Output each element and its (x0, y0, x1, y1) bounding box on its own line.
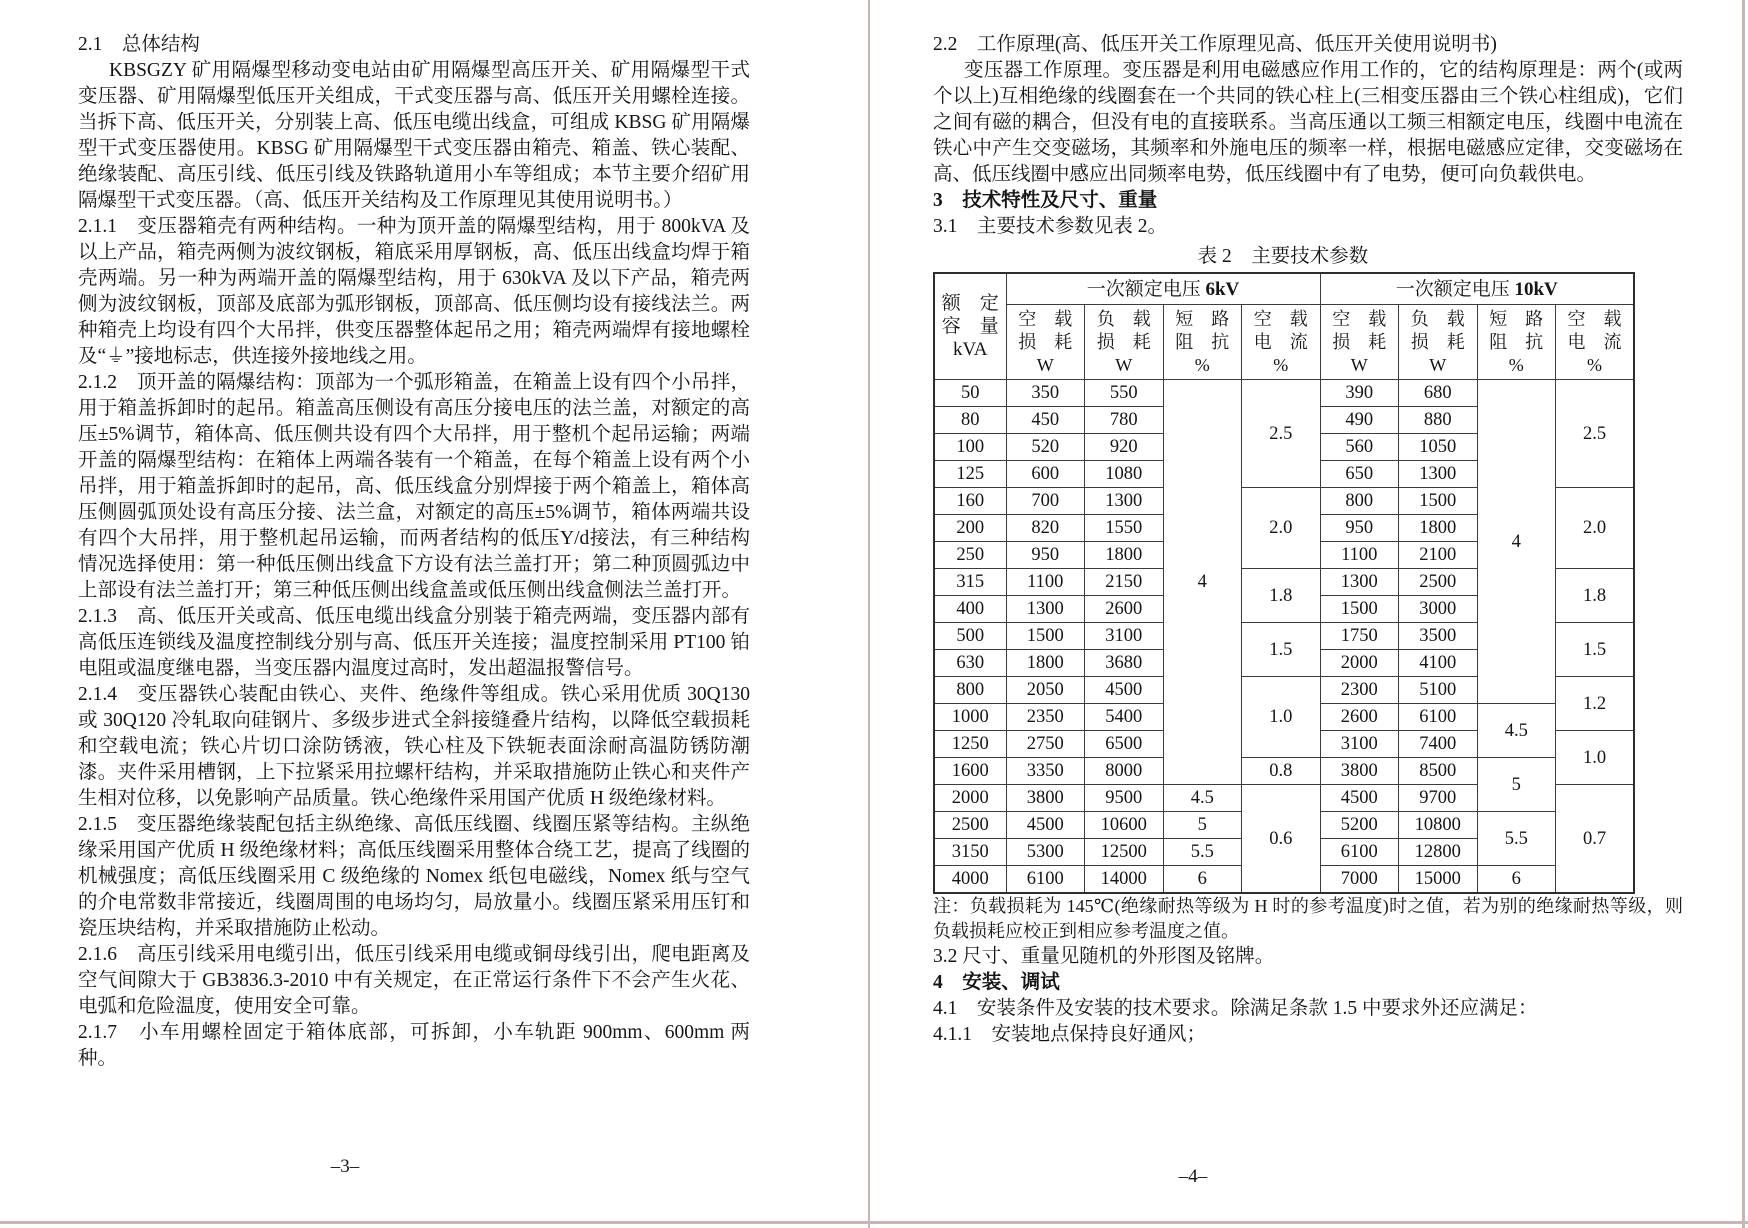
load-loss-10kv-cell: 4100 (1399, 650, 1478, 677)
no-load-current-6kv-cell: 2.5 (1242, 380, 1321, 488)
paragraph: 2.1.6 高压引线采用电缆引出，低压引线采用电缆或铜母线引出，爬电距离及空气间隙大于 GB3836.3-2010 中有关规定，在正常运行条件下不会产生火花、电弧和危险温度，使用安全可靠。 (78, 944, 750, 1017)
paragraph: 2.1.1 变压器箱壳有两种结构。一种为顶开盖的隔爆型结构，用于 800kVA 及以上产品，箱壳两侧为波纹钢板，箱底采用厚钢板，高、低压出线盒均焊于箱壳两端。另一种为两端开盖的隔爆型结构，用于 630kVA 及以下产品，箱壳两侧为波纹钢板，顶部及底部为弧形钢板，顶部高、低压侧均设有接线法兰。两种箱壳上均设有四个大吊拌，供变压器整体起吊之用；箱壳两端焊有接地螺栓及“⏚”接地标志，供连接外接地线之用。 (78, 216, 750, 367)
no-load-loss-6kv-cell: 1800 (1006, 650, 1085, 677)
no-load-loss-6kv-cell: 2750 (1006, 731, 1085, 758)
paragraph: KBSGZY 矿用隔爆型移动变电站由矿用隔爆型高压开关、矿用隔爆型干式变压器、矿用隔爆型低压开关组成，干式变压器与高、低压开关用螺栓连接。当拆下高、低压开关，分别装上高、低压电缆出线盒，可组成 KBSG 矿用隔爆型干式变压器使用。KBSG 矿用隔爆型干式变压器由箱壳、箱盖、铁心装配、绝缘装配、高压引线、低压引线及铁路轨道用小车等组成；本节主要介绍矿用隔爆型干式变压器。（高、低压开关结构及工作原理见其使用说明书。） (78, 60, 750, 211)
load-loss-10kv-cell: 10800 (1399, 812, 1478, 839)
header-line: % (1194, 354, 1210, 375)
no-load-loss-10kv-cell: 650 (1320, 461, 1399, 488)
no-load-loss-6kv-cell: 6100 (1006, 866, 1085, 894)
no-load-loss-10kv-cell: 1750 (1320, 623, 1399, 650)
table-title: 表 2 主要技术参数 (1197, 246, 1369, 267)
load-loss-6kv-cell: 6500 (1085, 731, 1164, 758)
no-load-loss-10kv-cell: 5200 (1320, 812, 1399, 839)
header-line: 电 流 (1567, 331, 1622, 352)
no-load-loss-6kv-cell: 4500 (1006, 812, 1085, 839)
table-note: 注：负载损耗为 145℃(绝缘耐热等级为 H 时的参考温度)时之值，若为别的绝缘耐热等级，则负载损耗应校正到相应参考温度之值。 (933, 896, 1683, 941)
no-load-current-10kv-cell: 2.0 (1556, 488, 1635, 569)
load-loss-6kv-cell: 920 (1085, 434, 1164, 461)
paragraph: 4.1.1 安装地点保持良好通风； (933, 1024, 1207, 1045)
impedance-6kv-cell: 5 (1163, 812, 1242, 839)
header-line: W (1350, 354, 1368, 375)
header-line: 损 耗 (1410, 331, 1465, 352)
no-load-loss-10kv-cell: 3100 (1320, 731, 1399, 758)
load-loss-6kv-cell: 4500 (1085, 677, 1164, 704)
col-header-short-circuit-impedance-6kv (1163, 305, 1242, 380)
capacity-cell: 800 (934, 677, 1006, 704)
col-header-load-loss-6kv (1085, 305, 1164, 380)
section-heading: 4 安装、调试 (933, 972, 1060, 993)
header-line: 空 载 (1018, 308, 1073, 329)
paragraph: 2.1.3 高、低压开关或高、低压电缆出线盒分别装于箱壳两端，变压器内部有高低压连锁线及温度控制线分别与高、低压开关连接；温度控制采用 PT100 铂电阻或温度继电器，当变压器内温度过高时，发出超温报警信号。 (78, 606, 750, 679)
load-loss-6kv-cell: 9500 (1085, 785, 1164, 812)
capacity-cell: 1600 (934, 758, 1006, 785)
paragraph: 2.1 总体结构 (78, 34, 200, 55)
page-3 (78, 32, 750, 1072)
technical-parameters-table (933, 272, 1635, 894)
header-line: 损 耗 (1018, 331, 1073, 352)
paragraph: 3.1 主要技术参数见表 2。 (933, 216, 1168, 237)
load-loss-6kv-cell: 12500 (1085, 839, 1164, 866)
no-load-loss-6kv-cell: 1100 (1006, 569, 1085, 596)
no-load-loss-10kv-cell: 2000 (1320, 650, 1399, 677)
no-load-loss-6kv-cell: 520 (1006, 434, 1085, 461)
capacity-cell: 3150 (934, 839, 1006, 866)
col-header-short-circuit-impedance-10kv (1477, 305, 1556, 380)
no-load-loss-10kv-cell: 2600 (1320, 704, 1399, 731)
capacity-cell: 80 (934, 407, 1006, 434)
header-line: 损 耗 (1096, 331, 1151, 352)
header-line: 空 载 (1253, 308, 1308, 329)
no-load-loss-6kv-cell: 350 (1006, 380, 1085, 407)
no-load-loss-6kv-cell: 3350 (1006, 758, 1085, 785)
paragraph: 4.1 安装条件及安装的技术要求。除满足条款 1.5 中要求外还应满足： (933, 998, 1538, 1019)
col-group-header-6kv: 一次额定电压 6kV (1006, 273, 1320, 305)
no-load-loss-10kv-cell: 7000 (1320, 866, 1399, 894)
no-load-loss-6kv-cell: 950 (1006, 542, 1085, 569)
no-load-current-6kv-cell: 2.0 (1242, 488, 1321, 569)
paragraph: 2.1.5 变压器绝缘装配包括主纵绝缘、高低压线圈、线圈压紧等结构。主纵绝缘采用国产优质 H 级绝缘材料；高低压线圈采用整体合绕工艺，提高了线圈的机械强度；高低压线圈采用 C 级绝缘的 Nomex 纸包电磁线，Nomex 纸与空气的介电常数非常接近，线圈周围的电场均匀，局放量小。线圈压紧采用压钉和瓷压块结构，并采取措施防止松动。 (78, 814, 750, 939)
header-line: 负 载 (1410, 308, 1465, 329)
no-load-loss-6kv-cell: 700 (1006, 488, 1085, 515)
load-loss-10kv-cell: 880 (1399, 407, 1478, 434)
page-divider-line (868, 0, 870, 1228)
header-line: 阻 抗 (1489, 331, 1544, 352)
load-loss-6kv-cell: 14000 (1085, 866, 1164, 894)
no-load-current-6kv-cell: 1.8 (1242, 569, 1321, 623)
load-loss-6kv-cell: 10600 (1085, 812, 1164, 839)
header-line: 空 载 (1567, 308, 1622, 329)
no-load-loss-6kv-cell: 1300 (1006, 596, 1085, 623)
load-loss-10kv-cell: 2500 (1399, 569, 1478, 596)
no-load-loss-10kv-cell: 560 (1320, 434, 1399, 461)
paragraph: 3.2 尺寸、重量见随机的外形图及铭牌。 (933, 946, 1275, 967)
col-header-load-loss-10kv (1399, 305, 1478, 380)
header-line: W (1115, 354, 1133, 375)
page-4 (933, 32, 1683, 1048)
capacity-cell: 1000 (934, 704, 1006, 731)
capacity-cell: 100 (934, 434, 1006, 461)
load-loss-6kv-cell: 1300 (1085, 488, 1164, 515)
capacity-cell: 2000 (934, 785, 1006, 812)
no-load-current-10kv-cell: 0.7 (1556, 785, 1635, 894)
impedance-10kv-cell: 5.5 (1477, 812, 1556, 866)
no-load-loss-6kv-cell: 5300 (1006, 839, 1085, 866)
impedance-10kv-cell: 6 (1477, 866, 1556, 894)
capacity-cell: 1250 (934, 731, 1006, 758)
no-load-loss-10kv-cell: 6100 (1320, 839, 1399, 866)
no-load-loss-10kv-cell: 1300 (1320, 569, 1399, 596)
col-header-no-load-current-6kv (1242, 305, 1321, 380)
no-load-loss-6kv-cell: 2050 (1006, 677, 1085, 704)
no-load-loss-6kv-cell: 820 (1006, 515, 1085, 542)
right-edge-line (1742, 0, 1745, 1228)
header-line: % (1587, 354, 1602, 375)
load-loss-6kv-cell: 1550 (1085, 515, 1164, 542)
page-4-text-column-bottom (933, 944, 1683, 1048)
impedance-6kv-cell: 4 (1163, 380, 1242, 785)
load-loss-10kv-cell: 3500 (1399, 623, 1478, 650)
no-load-loss-10kv-cell: 1500 (1320, 596, 1399, 623)
no-load-loss-10kv-cell: 2300 (1320, 677, 1399, 704)
header-line: W (1429, 354, 1447, 375)
load-loss-10kv-cell: 1500 (1399, 488, 1478, 515)
bottom-edge-line (0, 1221, 1748, 1224)
capacity-cell: 2500 (934, 812, 1006, 839)
no-load-current-6kv-cell: 0.8 (1242, 758, 1321, 785)
paragraph: 2.1.2 顶开盖的隔爆结构：顶部为一个弧形箱盖，在箱盖上设有四个小吊拌，用于箱盖拆卸时的起吊。箱盖高压侧设有高压分接电压的法兰盖，对额定的高压±5%调节，箱体高、低压侧共设有四个大吊拌，用于整机个起吊运输；两端开盖的隔爆型结构：在箱体上两端各装有一个箱盖，在每个箱盖上设有两个小吊拌，用于箱盖拆卸时的起吊，高、低压线盒分别焊接于两个箱盖上，箱体高压侧圆弧顶处设有高压分接、法兰盒，对额定的高压±5%调节，箱体两端共设有四个大吊拌，用于整机起吊运输，而两者结构的低压Y/d接法，有三种结构情况选择使用：第一种低压侧出线盒下方设有法兰盖打开；第二种顶圆弧边中上部设有法兰盖打开；第三种低压侧出线盒盖或低压侧出线盒侧法兰盖打开。 (78, 372, 750, 601)
paragraph: 变压器工作原理。变压器是利用电磁感应作用工作的，它的结构原理是：两个(或两个以上)互相绝缘的线圈套在一个共同的铁心柱上(三相变压器由三个铁心柱组成)，它们之间有磁的耦合，但没有电的直接联系。当高压通以工频三相额定电压，线圈中电流在铁心中产生交变磁场，其频率和外施电压的频率一样，根据电磁感应定律，交变磁场在高、低压线圈中感应出同频率电势，低压线圈中有了电势，便可向负载供电。 (933, 60, 1683, 185)
load-loss-6kv-cell: 3100 (1085, 623, 1164, 650)
capacity-cell: 160 (934, 488, 1006, 515)
header-line: 短 路 (1175, 308, 1230, 329)
page-number-right: –4– (1178, 1166, 1208, 1187)
capacity-cell: 630 (934, 650, 1006, 677)
paragraph: 2.2 工作原理(高、低压开关工作原理见高、低压开关使用说明书) (933, 34, 1497, 55)
load-loss-10kv-cell: 6100 (1399, 704, 1478, 731)
paragraph: 2.1.4 变压器铁心装配由铁心、夹件、绝缘件等组成。铁心采用优质 30Q130 或 30Q120 冷轧取向硅钢片、多级步进式全斜接缝叠片结构，以降低空载损耗和空载电流；铁心片切口涂防锈液，铁心柱及下铁轭表面涂耐高温防锈防潮漆。夹件采用槽钢，上下拉紧采用拉螺杆结构，并采取措施防止铁心和夹件产生相对位移，以免影响产品质量。铁心绝缘件采用国产优质 H 级绝缘材料。 (78, 684, 750, 809)
capacity-cell: 125 (934, 461, 1006, 488)
load-loss-6kv-cell: 2150 (1085, 569, 1164, 596)
capacity-cell: 250 (934, 542, 1006, 569)
no-load-current-6kv-cell: 1.5 (1242, 623, 1321, 677)
table-row (934, 758, 1634, 785)
load-loss-10kv-cell: 7400 (1399, 731, 1478, 758)
page-number-left: –3– (330, 1156, 360, 1177)
header-line: 负 载 (1096, 308, 1151, 329)
header-line: 容 量 (941, 316, 999, 337)
capacity-cell: 4000 (934, 866, 1006, 894)
no-load-loss-10kv-cell: 1100 (1320, 542, 1399, 569)
no-load-loss-6kv-cell: 600 (1006, 461, 1085, 488)
capacity-cell: 400 (934, 596, 1006, 623)
no-load-current-10kv-cell: 1.2 (1556, 677, 1635, 731)
load-loss-6kv-cell: 780 (1085, 407, 1164, 434)
col-group-header-10kv: 一次额定电压 10kV (1320, 273, 1634, 305)
no-load-current-10kv-cell: 1.5 (1556, 623, 1635, 677)
page-4-text-column-top (933, 32, 1683, 240)
col-header-rated-capacity (934, 273, 1006, 380)
no-load-current-6kv-cell: 0.6 (1242, 785, 1321, 894)
no-load-current-10kv-cell: 1.0 (1556, 731, 1635, 785)
impedance-10kv-cell: 4 (1477, 380, 1556, 704)
no-load-current-10kv-cell: 1.8 (1556, 569, 1635, 623)
load-loss-6kv-cell: 8000 (1085, 758, 1164, 785)
no-load-loss-10kv-cell: 800 (1320, 488, 1399, 515)
load-loss-6kv-cell: 1800 (1085, 542, 1164, 569)
load-loss-6kv-cell: 3680 (1085, 650, 1164, 677)
capacity-cell: 315 (934, 569, 1006, 596)
load-loss-6kv-cell: 5400 (1085, 704, 1164, 731)
load-loss-10kv-cell: 12800 (1399, 839, 1478, 866)
load-loss-10kv-cell: 5100 (1399, 677, 1478, 704)
col-header-no-load-current-10kv (1556, 305, 1635, 380)
load-loss-10kv-cell: 2100 (1399, 542, 1478, 569)
header-line: 阻 抗 (1175, 331, 1230, 352)
load-loss-10kv-cell: 1800 (1399, 515, 1478, 542)
impedance-6kv-cell: 6 (1163, 866, 1242, 894)
impedance-6kv-cell: 4.5 (1163, 785, 1242, 812)
load-loss-6kv-cell: 1080 (1085, 461, 1164, 488)
voltage-label: 10kV (1514, 278, 1558, 300)
voltage-label: 6kV (1205, 278, 1240, 300)
impedance-10kv-cell: 5 (1477, 758, 1556, 812)
col-header-no-load-loss-6kv (1006, 305, 1085, 380)
header-line: 短 路 (1489, 308, 1544, 329)
load-loss-10kv-cell: 3000 (1399, 596, 1478, 623)
no-load-loss-6kv-cell: 3800 (1006, 785, 1085, 812)
impedance-10kv-cell: 4.5 (1477, 704, 1556, 758)
load-loss-10kv-cell: 9700 (1399, 785, 1478, 812)
load-loss-10kv-cell: 1050 (1399, 434, 1478, 461)
header-line: 额 定 (941, 293, 999, 314)
load-loss-10kv-cell: 15000 (1399, 866, 1478, 894)
no-load-loss-10kv-cell: 390 (1320, 380, 1399, 407)
no-load-loss-10kv-cell: 490 (1320, 407, 1399, 434)
header-line: 损 耗 (1332, 331, 1387, 352)
page-3-text-column (78, 32, 750, 1072)
no-load-loss-6kv-cell: 1500 (1006, 623, 1085, 650)
capacity-cell: 200 (934, 515, 1006, 542)
load-loss-10kv-cell: 1300 (1399, 461, 1478, 488)
no-load-loss-10kv-cell: 950 (1320, 515, 1399, 542)
header-line: W (1036, 354, 1054, 375)
no-load-loss-10kv-cell: 4500 (1320, 785, 1399, 812)
header-line: 空 载 (1332, 308, 1387, 329)
header-line: kVA (953, 339, 988, 360)
impedance-6kv-cell: 5.5 (1163, 839, 1242, 866)
header-line: % (1273, 354, 1289, 375)
header-line: % (1508, 354, 1524, 375)
section-heading: 3 技术特性及尺寸、重量 (933, 190, 1158, 211)
capacity-cell: 500 (934, 623, 1006, 650)
no-load-loss-6kv-cell: 2350 (1006, 704, 1085, 731)
header-line: 电 流 (1253, 331, 1308, 352)
no-load-loss-6kv-cell: 450 (1006, 407, 1085, 434)
load-loss-6kv-cell: 2600 (1085, 596, 1164, 623)
no-load-current-10kv-cell: 2.5 (1556, 380, 1635, 488)
no-load-current-6kv-cell: 1.0 (1242, 677, 1321, 758)
table-row (934, 380, 1634, 407)
load-loss-10kv-cell: 8500 (1399, 758, 1478, 785)
paragraph: 2.1.7 小车用螺栓固定于箱体底部，可拆卸，小车轨距 900mm、600mm 两种。 (78, 1022, 750, 1069)
load-loss-10kv-cell: 680 (1399, 380, 1478, 407)
load-loss-6kv-cell: 550 (1085, 380, 1164, 407)
col-header-no-load-loss-10kv (1320, 305, 1399, 380)
capacity-cell: 50 (934, 380, 1006, 407)
no-load-loss-10kv-cell: 3800 (1320, 758, 1399, 785)
